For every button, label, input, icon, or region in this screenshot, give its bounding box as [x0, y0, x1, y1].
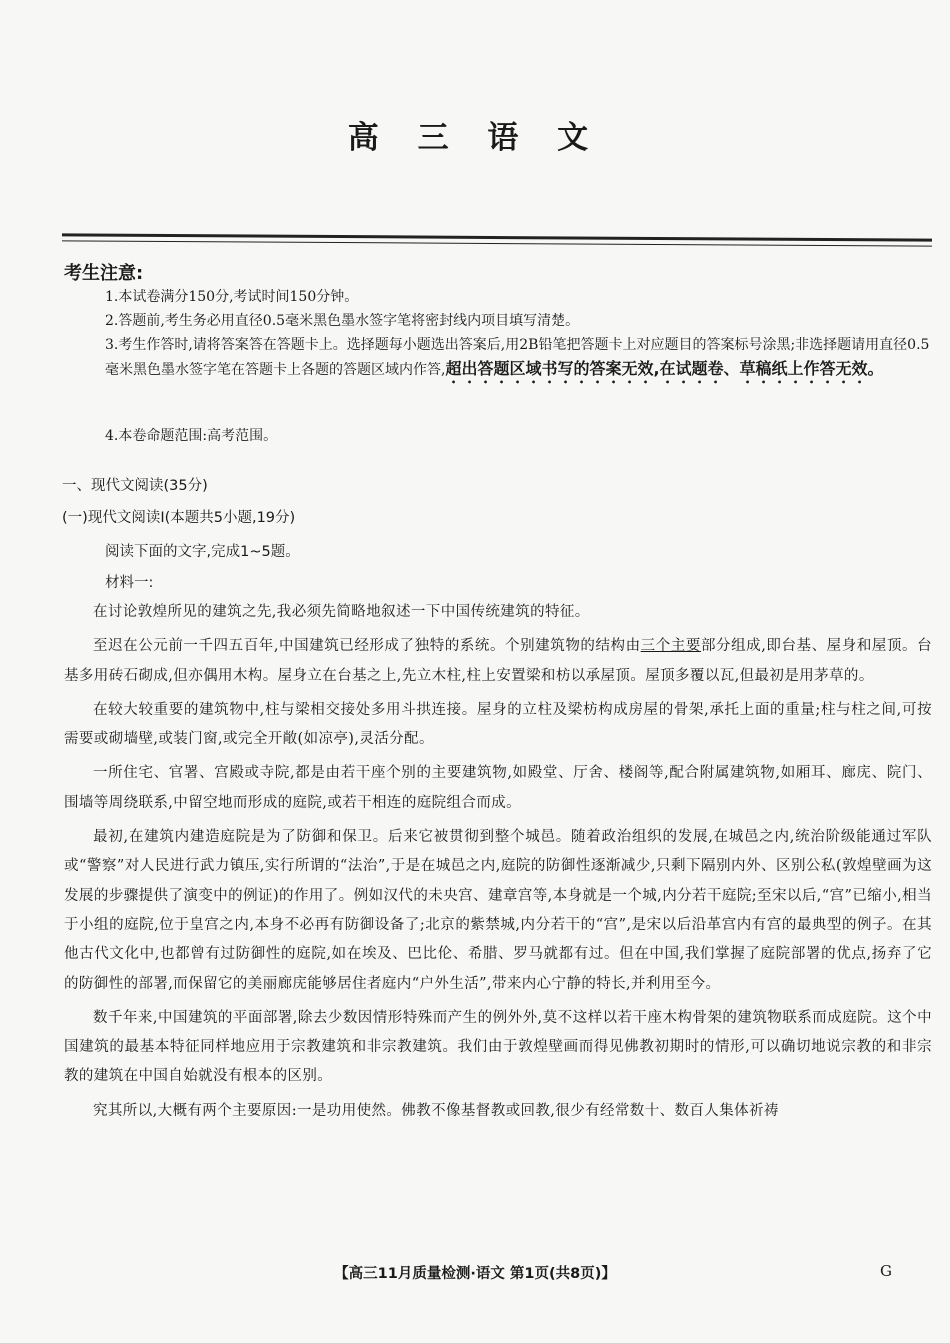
material-label: 材料一:: [105, 575, 154, 591]
paragraph-6: 数千年来,中国建筑的平面部署,除去少数因情形特殊而产生的例外外,莫不这样以若干座木构骨架的建筑物联系而成庭院。这个中国建筑的最基本特征同样地应用于宗教建筑和非宗教建筑。我们由于敦煌壁画而得见佛教初期时的情形,可以确切地说宗教的和非宗教的建筑在中国自始就没有根本的区别。: [64, 1009, 932, 1085]
paragraph-7: 究其所以,大概有两个主要原因:一是功用使然。佛教不像基督教或回教,很少有经常数十、数百人集体祈祷: [93, 1102, 779, 1119]
notice-item-2: 2.答题前,考生务必用直径0.5毫米黑色墨水签字笔将密封线内项目填写清楚。: [105, 313, 580, 329]
notice-item-4: 4.本卷命题范围:高考范围。: [105, 428, 278, 444]
paragraph-2-underlined: 三个主要: [640, 638, 701, 655]
notice-item-3-emphasis: 超出答题区域书写的答案无效,在试题卷、草稿纸上作答无效。: [445, 359, 884, 378]
paragraph-5: 最初,在建筑内建造庭院是为了防御和保卫。后来它被贯彻到整个城邑。随着政治组织的发展,在城邑之内,统治阶级能通过军队或“警察”对人民进行武力镇压,实行所谓的“法治”,于是在城邑之内,庭院的防御性逐渐减少,只剩下隔别内外、区别公私(敦煌壁画为这发展的步骤提供了演变中的例证)的作用了。例如汉代的未央宫、建章宫等,本身就是一个城,内分若干庭院;至宋以后,“宫”已缩小,相当于小组的庭院,位于皇宫之内,本身不必再有防御设备了;北京的紫禁城,内分若干的“宫”,是宋以后沿革宫内有宫的最典型的例子。在其他古代文化中,也都曾有过防御性的庭院,如在埃及、巴比伦、希腊、罗马就都有过。但在中国,我们掌握了庭院部署的优点,扬弃了它的防御性的部署,而保留它的美丽廊庑能够居住者庭内“户外生活”,带来内心宁静的特长,并利用至今。: [64, 829, 932, 992]
reading-instruction: 阅读下面的文字,完成1~5题。: [105, 544, 300, 560]
paragraph-1: 在讨论敦煌所见的建筑之先,我必须先简略地叙述一下中国传统建筑的特征。: [93, 604, 590, 620]
subsection-heading: (一)现代文阅读Ⅰ(本题共5小题,19分): [62, 510, 296, 526]
page-footer: 【高三11月质量检测·语文 第1页(共8页)】: [334, 1266, 616, 1282]
footer-version-code: G: [880, 1262, 892, 1280]
page-title: 高 三 语 文: [347, 120, 603, 156]
header-rule-thin: [62, 240, 932, 246]
reading-passage: [64, 598, 932, 1126]
paragraph-2-text-a: 至迟在公元前一千四五百年,中国建筑已经形成了独特的系统。个别建筑物的结构由: [93, 638, 641, 655]
notice-item-1: 1.本试卷满分150分,考试时间150分钟。: [105, 289, 359, 305]
notice-heading: 考生注意:: [64, 263, 144, 284]
notice-item-3: [105, 333, 935, 387]
paragraph-2: [64, 632, 932, 691]
paragraph-3: 在较大较重要的建筑物中,柱与梁相交接处多用斗拱连接。屋身的立柱及梁枋构成房屋的骨架,承托上面的重量;柱与柱之间,可按需要或砌墙壁,或装门窗,或完全开敞(如凉亭),灵活分配。: [64, 701, 932, 748]
notice-item-3-text: 3.考生作答时,请将答案答在答题卡上。选择题每小题选出答案后,用2B铅笔把答题卡上对应题目的答案标号涂黑;非选择题请用直径0.5毫米黑色墨水签字笔在答题卡上各题的答题区域内作答,: [105, 337, 930, 378]
paragraph-4: 一所住宅、官署、宫殿或寺院,都是由若干座个别的主要建筑物,如殿堂、厅舍、楼阁等,配合附属建筑物,如厢耳、廊庑、院门、围墙等周绕联系,中留空地而形成的庭院,或若干相连的庭院组合而成。: [64, 765, 932, 811]
paragraph-2-text-b: 部分组成,即台基、屋身和屋顶。台基多用砖石砌成,但亦偶用木构。屋身立在台基之上,先立木柱,柱上安置梁和枋以承屋顶。屋顶多覆以瓦,但最初是用茅草的。: [64, 638, 932, 684]
section-heading: 一、现代文阅读(35分): [62, 478, 208, 494]
